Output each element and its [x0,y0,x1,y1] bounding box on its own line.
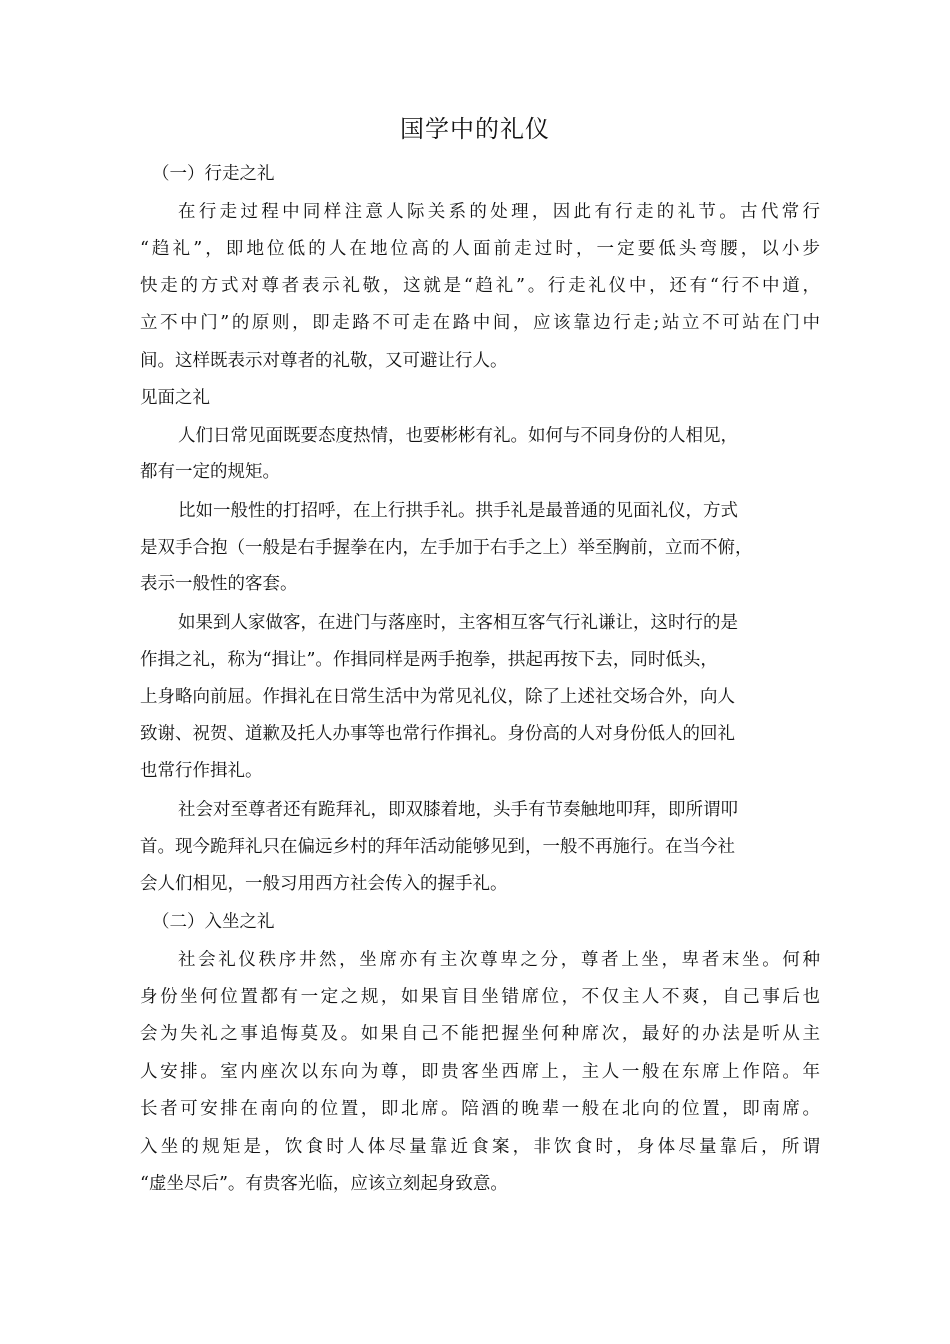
page-title: 国学中的礼仪 [400,115,550,143]
paragraph-line: 入坐的规矩是，饮食时人体尽量靠近食案，非饮食时，身体尽量靠后，所谓 [140,1137,820,1157]
paragraph-line: 比如一般性的打招呼，在上行拱手礼。拱手礼是最普通的见面礼仪，方式 [178,501,738,521]
paragraph-line: 是双手合抱（一般是右手握拳在内，左手加于右手之上）举至胸前，立而不俯， [140,538,753,558]
paragraph-line: 长者可安排在南向的位置，即北席。陪酒的晚辈一般在北向的位置，即南席。 [140,1099,820,1119]
paragraph-line: 社会礼仪秩序井然，坐席亦有主次尊卑之分，尊者上坐，卑者末坐。何种 [178,950,820,970]
paragraph-line: 人们日常见面既要态度热情，也要彬彬有礼。如何与不同身份的人相见， [178,426,738,446]
paragraph-line: 身份坐何位置都有一定之规，如果盲目坐错席位，不仅主人不爽，自己事后也 [140,987,820,1007]
paragraph-line: 立不中门”的原则，即走路不可走在路中间，应该靠边行走;站立不可站在门中 [140,313,820,333]
paragraph-line: 上身略向前屈。作揖礼在日常生活中为常见礼仪，除了上述社交场合外，向人 [140,687,735,707]
paragraph-line: “趋礼”，即地位低的人在地位高的人面前走过时，一定要低头弯腰，以小步 [140,239,820,259]
paragraph-line: 表示一般性的客套。 [140,574,298,594]
paragraph-line: 间。这样既表示对尊者的礼敬，又可避让行人。 [140,351,508,371]
paragraph-line: 会人们相见，一般习用西方社会传入的握手礼。 [140,874,508,894]
paragraph-line: 首。现今跪拜礼只在偏远乡村的拜年活动能够见到，一般不再施行。在当今社 [140,837,735,857]
paragraph-line: 社会对至尊者还有跪拜礼，即双膝着地，头手有节奏触地叩拜，即所谓叩 [178,800,738,820]
paragraph-line: 致谢、祝贺、道歉及托人办事等也常行作揖礼。身份高的人对身份低人的回礼 [140,724,735,744]
paragraph-line: 也常行作揖礼。 [140,761,263,781]
paragraph-line: 作揖之礼，称为“揖让”。作揖同样是两手抱拳，拱起再按下去，同时低头， [140,650,718,670]
section-heading-meeting: 见面之礼 [140,388,210,408]
paragraph-line: 人安排。室内座次以东向为尊，即贵客坐西席上，主人一般在东席上作陪。年 [140,1062,820,1082]
paragraph-line: 在行走过程中同样注意人际关系的处理，因此有行走的礼节。古代常行 [178,202,820,222]
section-heading-walking: （一）行走之礼 [152,164,275,184]
section-heading-seating: （二）入坐之礼 [152,912,275,932]
paragraph-line: 快走的方式对尊者表示礼敬，这就是“趋礼”。行走礼仪中，还有“行不中道， [140,276,820,296]
paragraph-line: 都有一定的规矩。 [140,462,280,482]
paragraph-line: 如果到人家做客，在进门与落座时，主客相互客气行礼谦让，这时行的是 [178,613,738,633]
paragraph-line: “虚坐尽后”。有贵客光临，应该立刻起身致意。 [140,1174,508,1194]
paragraph-line: 会为失礼之事追悔莫及。如果自己不能把握坐何种席次，最好的办法是听从主 [140,1024,820,1044]
